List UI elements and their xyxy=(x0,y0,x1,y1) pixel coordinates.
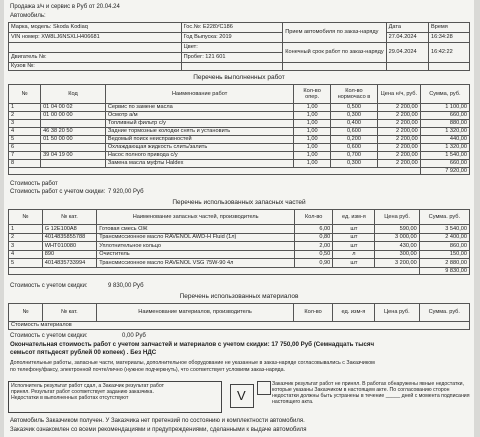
works-cell: 1 320,00 xyxy=(420,144,469,152)
works-cell: 2 200,00 xyxy=(377,112,420,120)
works-cell: 8 xyxy=(9,160,41,168)
close-label-cell: Конечный срок работ по заказ-наряду xyxy=(283,43,386,63)
works-cell: 01 50 00 00 xyxy=(41,136,106,144)
plate-cell: Гос.№: Е228УС186 xyxy=(181,23,283,33)
works-row xyxy=(9,144,470,152)
final-cost-line-1: Окончательная стоимость работ с учетом запчастей и материалов с учетом скидки: 17 750,00 Руб (Семнадцать тысяч xyxy=(10,341,375,348)
works-cell: Осмотр а/м xyxy=(105,112,294,120)
works-cell: 1,00 xyxy=(294,136,331,144)
parts-col-cat: № кат. xyxy=(42,210,96,225)
works-cell: Замена масла муфты Haldex xyxy=(105,160,294,168)
accept-date-cell: 27.04.2024 xyxy=(386,33,428,43)
works-cell: 6 xyxy=(9,144,41,152)
works-row xyxy=(9,120,470,128)
year-cell: Год Выпуска: 2019 xyxy=(181,33,283,43)
blank-cell-3 xyxy=(283,63,386,71)
color-cell: Цвет: xyxy=(181,43,283,53)
footer-line-2: Заказчик ознакомлен со всеми рекомендациями и предупреждениями, сделанными к выдаче автомобиля xyxy=(10,427,307,433)
works-cell: 7 xyxy=(9,152,41,160)
reject-checkbox[interactable] xyxy=(257,381,271,395)
parts-cell: 430,00 xyxy=(375,242,419,251)
works-discount-label: Стоимость работ с учетом скидки: xyxy=(10,189,106,195)
works-cell: 1,00 xyxy=(294,104,331,112)
works-cell: Ведомый поиск неисправностей xyxy=(105,136,294,144)
footer-line-1: Автомобиль Заказчиком получен. У Заказчика нет претензий по состоянию и комплектности автомобиля. xyxy=(10,418,305,424)
parts-cell: Готовая смесь ОЖ xyxy=(97,225,295,234)
accept-text-2: принял. Результат работ соответствует заданию заказчика. xyxy=(11,389,154,395)
works-cell: 2 200,00 xyxy=(377,160,420,168)
doc-title: Продажа з/ч и сервис в Руб от 20.04.24 xyxy=(10,4,120,10)
works-row xyxy=(9,104,470,112)
parts-cell: шт xyxy=(333,225,375,234)
parts-cell: 300,00 xyxy=(375,250,419,259)
works-cell: 1,00 xyxy=(294,144,331,152)
parts-cell: 4014835855788 xyxy=(42,233,96,242)
reject-text-2: которые указаны Заказчиком в настоящем акте. По согласованию сторон xyxy=(272,387,450,393)
parts-col-sum: Сумма. руб. xyxy=(419,210,469,225)
works-cell: 0,700 xyxy=(330,152,377,160)
materials-discount-label: Стоимость с учетом скидки: xyxy=(10,333,88,339)
parts-col-name: Наименование запасных частей, производитель xyxy=(97,210,295,225)
materials-col-qty: Кол-во xyxy=(294,304,332,322)
works-col-num: № xyxy=(9,85,41,104)
parts-cell: шт xyxy=(333,233,375,242)
works-table xyxy=(8,84,470,175)
parts-cell: WHT010080 xyxy=(42,242,96,251)
parts-col-num: № xyxy=(9,210,43,225)
works-cell: 1,00 xyxy=(294,128,331,136)
parts-row xyxy=(9,242,470,251)
works-cell: 0,600 xyxy=(330,128,377,136)
header-table xyxy=(8,22,470,71)
works-cell: 2 200,00 xyxy=(377,128,420,136)
check-mark-icon: V xyxy=(237,388,246,403)
works-cell: 1,00 xyxy=(294,112,331,120)
works-cell: 1 320,00 xyxy=(420,128,469,136)
parts-cell: 0,90 xyxy=(295,259,333,268)
reject-text-1: Заказчик результат работ не принял. В работах обнаружены явные недостатки, xyxy=(272,381,464,387)
parts-cell: 3 540,00 xyxy=(419,225,469,234)
works-cell: 0,600 xyxy=(330,144,377,152)
parts-cell: Очиститель xyxy=(97,250,295,259)
works-row xyxy=(9,152,470,160)
body-cell: Кузов №: xyxy=(9,63,182,71)
parts-discount-value: 9 830,00 Руб xyxy=(108,283,144,289)
close-date-cell: 29.04.2024 xyxy=(386,43,428,63)
parts-row xyxy=(9,250,470,259)
works-col-ops: Кол-во опер. xyxy=(294,85,331,104)
works-cell xyxy=(41,144,106,152)
works-total-spacer xyxy=(9,168,421,175)
works-cell: 0,300 xyxy=(330,160,377,168)
materials-section-title: Перечень использованных материалов xyxy=(179,293,299,300)
works-col-name: Наименование работ xyxy=(105,85,294,104)
works-cell: 01 00 00 00 xyxy=(41,112,106,120)
note-line-2: по телефону/факсу, электронной почте/лично (нужное подчеркнуть), что соответствует условиям заказ-наряда. xyxy=(10,367,286,373)
works-cell: Насос полного привода с/у xyxy=(105,152,294,160)
parts-discount-label: Стоимость с учетом скидки: xyxy=(10,283,88,289)
parts-cell: 2,00 xyxy=(295,242,333,251)
reject-text-3: недостатки должны быть устранены в течение _____ дней с момента подписания xyxy=(272,393,470,399)
vin-cell: VIN номер: XW8LJ6NSXLH406681 xyxy=(9,33,182,43)
materials-col-unit: ед. изм-я xyxy=(332,304,374,322)
parts-col-price: Цена руб. xyxy=(375,210,419,225)
works-cell: 0,500 xyxy=(330,104,377,112)
works-cell: 3 xyxy=(9,120,41,128)
works-cell: 1,00 xyxy=(294,120,331,128)
works-cell: 660,00 xyxy=(420,160,469,168)
final-cost-line-2: семьсот пятьдесят рублей 00 копеек) . Без НДС xyxy=(10,349,157,356)
parts-total-cell: 9 830,00 xyxy=(419,267,469,274)
accept-time-cell: 16:34:28 xyxy=(428,33,469,43)
works-section-title: Перечень выполненных работ xyxy=(193,74,285,81)
parts-cell: G 12E100A8 xyxy=(42,225,96,234)
parts-cell: 3 200,00 xyxy=(375,259,419,268)
works-cell: 1 100,00 xyxy=(420,104,469,112)
parts-col-unit: ед. изм-я xyxy=(333,210,375,225)
works-total-cell: 7 920,00 xyxy=(420,168,469,175)
works-cell: 2 xyxy=(9,112,41,120)
materials-discount-value: 0,00 Руб xyxy=(122,333,146,339)
works-cell: 0,300 xyxy=(330,112,377,120)
accept-label-cell: Прием автомобиля по заказ-наряду xyxy=(283,23,386,43)
parts-cell: 1 xyxy=(9,225,43,234)
works-cell: 880,00 xyxy=(420,120,469,128)
works-cell: 2 200,00 xyxy=(377,104,420,112)
parts-col-qty: Кол-во xyxy=(295,210,333,225)
close-time-cell: 16:42:22 xyxy=(428,43,469,63)
works-col-sum: Сумма, руб. xyxy=(420,85,469,104)
materials-col-price: Цена руб. xyxy=(375,304,419,322)
parts-cell: 5 xyxy=(9,259,43,268)
engine-cell: Двигатель №: xyxy=(9,53,182,63)
works-cell: 1 xyxy=(9,104,41,112)
works-cell: Охлаждающая жидкость слить/залить xyxy=(105,144,294,152)
parts-cell: 0,80 xyxy=(295,233,333,242)
materials-table xyxy=(8,303,470,330)
parts-cell: Уплотнительное кольцо xyxy=(97,242,295,251)
materials-col-cat: № кат. xyxy=(43,304,97,322)
works-row xyxy=(9,112,470,120)
parts-cell: Трансмиссионное масло RAVENOL VSG 75W-90 4л xyxy=(97,259,295,268)
works-col-code: Код xyxy=(41,85,106,104)
works-cell: 01 04 00 02 xyxy=(41,104,106,112)
works-cell: 2 200,00 xyxy=(377,136,420,144)
works-discount-value: 7 920,00 Руб xyxy=(108,189,144,195)
parts-section-title: Перечень использованных запасных частей xyxy=(172,199,306,206)
works-total-label: Стоимость работ xyxy=(10,181,58,187)
works-cell: 39 04 19 00 xyxy=(41,152,106,160)
parts-row xyxy=(9,259,470,268)
parts-cell: 6,00 xyxy=(295,225,333,234)
parts-cell: шт xyxy=(333,242,375,251)
parts-cell: 150,00 xyxy=(419,250,469,259)
works-row xyxy=(9,136,470,144)
works-cell: 2 200,00 xyxy=(377,144,420,152)
materials-col-sum: Сумма. руб. xyxy=(419,304,469,322)
works-cell xyxy=(41,120,106,128)
works-cell: 2 200,00 xyxy=(377,120,420,128)
works-cell: 660,00 xyxy=(420,112,469,120)
parts-total-spacer xyxy=(9,267,420,274)
accept-text-1: Исполнитель результат работ сдал, а Заказчик результат работ xyxy=(11,383,164,389)
date-col-cell: Дата xyxy=(386,23,428,33)
document-page xyxy=(4,0,474,437)
reject-text-4: настоящего акта. xyxy=(272,399,314,405)
parts-row xyxy=(9,225,470,234)
works-cell: Задние тормозные колодки снять и установить xyxy=(105,128,294,136)
materials-total-label: Стоимость материалов xyxy=(9,322,470,330)
parts-cell: 3 000,00 xyxy=(375,233,419,242)
works-row xyxy=(9,160,470,168)
materials-col-num: № xyxy=(9,304,43,322)
parts-cell: л xyxy=(333,250,375,259)
parts-cell: шт xyxy=(333,259,375,268)
works-cell: 1,00 xyxy=(294,152,331,160)
parts-cell: 2 400,00 xyxy=(419,233,469,242)
materials-col-name: Наименование материалов, производитель xyxy=(96,304,294,322)
works-cell: 1 540,00 xyxy=(420,152,469,160)
parts-cell: 4014835733994 xyxy=(42,259,96,268)
works-cell: 1,00 xyxy=(294,160,331,168)
blank-cell-5 xyxy=(428,63,469,71)
parts-row xyxy=(9,233,470,242)
accept-text-3: Недостатки в выполненных работах отсутствуют xyxy=(11,395,129,401)
works-cell: Топливный фильтр с/у xyxy=(105,120,294,128)
blank-cell-4 xyxy=(386,63,428,71)
works-col-hours: Кол-во нормочасо в xyxy=(330,85,377,104)
parts-table xyxy=(8,209,470,275)
parts-cell: 2 880,00 xyxy=(419,259,469,268)
blank-cell-2 xyxy=(181,63,283,71)
parts-cell: Трансмиссионное масло RAVENOL AWD-H Fluid (1л) xyxy=(97,233,295,242)
works-cell: 46 38 20 50 xyxy=(41,128,106,136)
works-cell xyxy=(41,160,106,168)
works-cell: 2 200,00 xyxy=(377,152,420,160)
mileage-cell: Пробег: 121 601 xyxy=(181,53,283,63)
works-cell: 5 xyxy=(9,136,41,144)
works-col-rate: Цена н/ч, руб. xyxy=(377,85,420,104)
works-cell: 4 xyxy=(9,128,41,136)
parts-cell: 4 xyxy=(9,250,43,259)
blank-cell xyxy=(9,43,182,53)
note-line-1: Дополнительные работы, запасные части, материалы, дополнительное оборудование не указанные в заказ-наряде согласовывались с Заказчиком xyxy=(10,360,375,366)
works-cell: 0,400 xyxy=(330,120,377,128)
time-col-cell: Время xyxy=(428,23,469,33)
parts-cell: 3 xyxy=(9,242,43,251)
works-cell: 440,00 xyxy=(420,136,469,144)
parts-cell: 0,50 xyxy=(295,250,333,259)
make-cell: Марка, модель: Skoda Kodiaq xyxy=(9,23,182,33)
works-row xyxy=(9,128,470,136)
parts-cell: 860,00 xyxy=(419,242,469,251)
dealer-label: Автомобиль: xyxy=(10,13,46,19)
parts-cell: 890 xyxy=(42,250,96,259)
works-cell: 0,200 xyxy=(330,136,377,144)
parts-cell: 590,00 xyxy=(375,225,419,234)
parts-cell: 2 xyxy=(9,233,43,242)
works-cell: Сервис по замене масла xyxy=(105,104,294,112)
